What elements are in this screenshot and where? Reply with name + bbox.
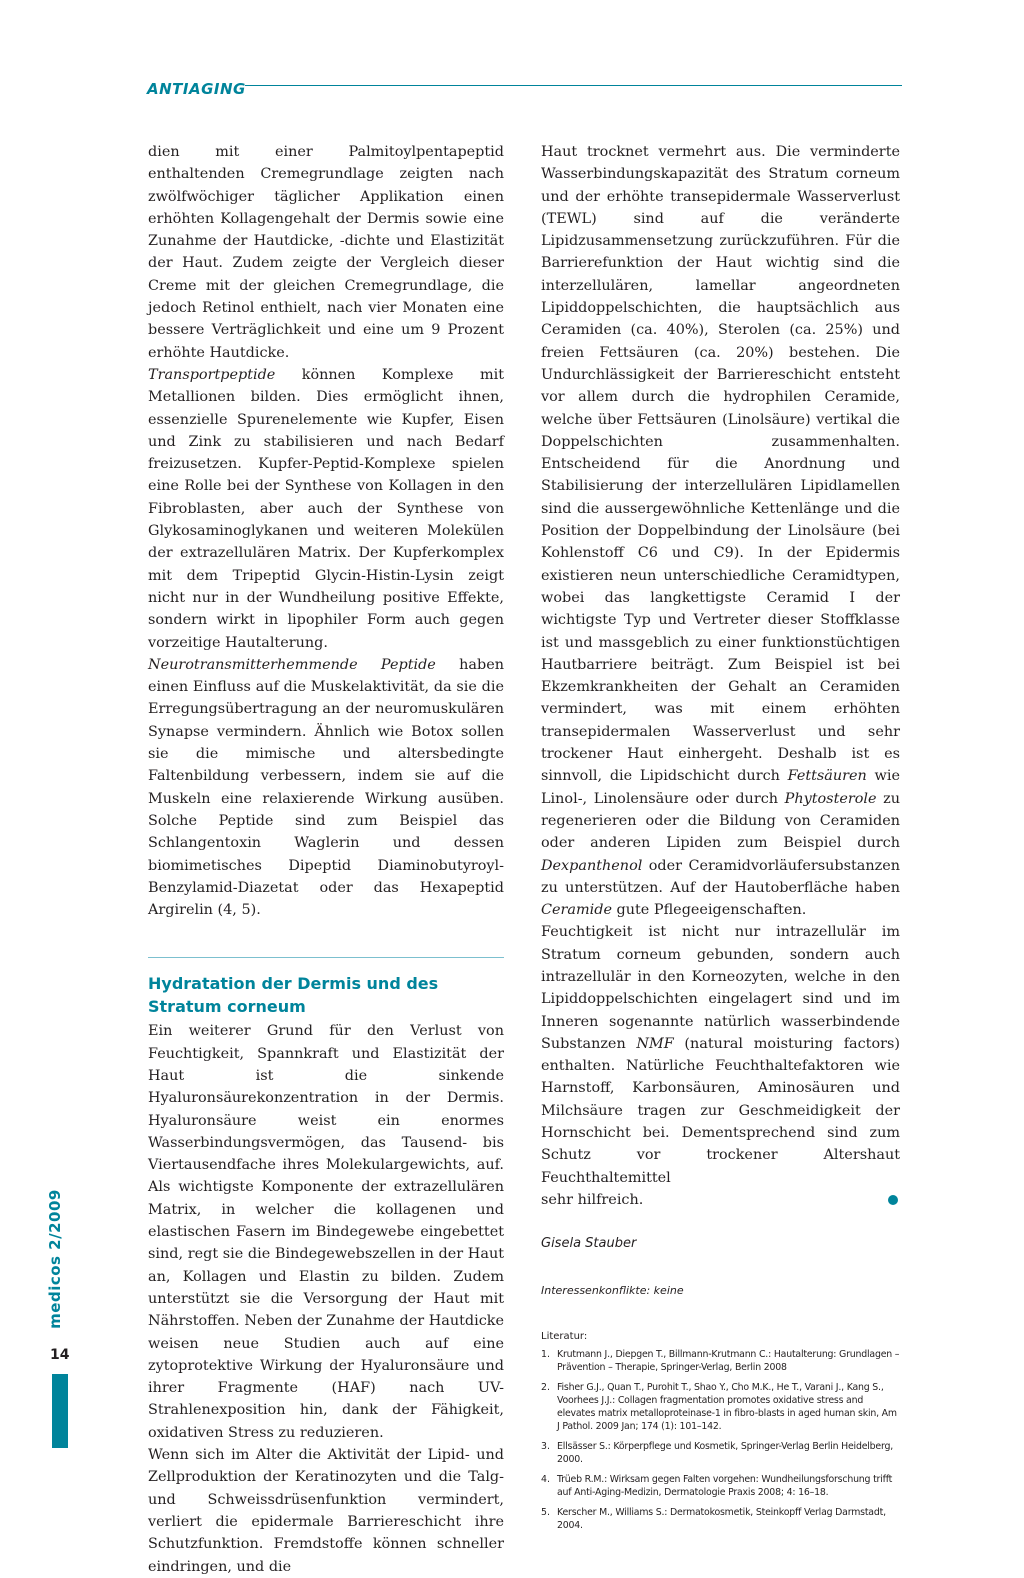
conflict-statement: Interessenkonflikte: keine: [541, 1283, 684, 1297]
bullet-dot-icon: [888, 1195, 898, 1205]
left-paragraph-3: Neurotransmitterhemmende Peptide haben einen Einfluss auf die Muskelaktivität, da sie die Erregungsübertragung an der neuromuskulären Synapse vermindern. Ähnlich wie Botox sollen sie die mimische und altersbedingte Faltenbildung verbessern, indem sie auf die Muskeln eine relaxierende Wirkung ausüben. Solche Peptide sind zum Beispiel das Schlangentoxin Waglerin und dessen biomimetisches Dipeptid Diaminobutyroyl-Benzylamid-Diazetat oder das Hexapeptid Argirelin (4, 5).: [148, 656, 504, 919]
reference-item: 5. Kerscher M., Williams S.: Dermatokosmetik, Steinkopff Verlag Darmstadt, 2004.: [541, 1506, 886, 1531]
right-paragraph-2-end: sehr hilfreich.: [541, 1191, 644, 1208]
left-paragraph-5: Wenn sich im Alter die Aktivität der Lipid- und Zellproduktion der Keratinozyten und die Talg- und Schweissdrüsenfunktion vermindert, verliert die epidermale Barriereschicht ihre Schutzfunktion. Fremdstoffe können schneller eindringen, und die: [148, 1447, 504, 1575]
reference-list: [541, 1348, 900, 1532]
right-paragraph-1: Haut trocknet vermehrt aus. Die verminderte Wasserbindungskapazität des Stratum corneum und der erhöhte transepidermale Wasserverlust (TEWL) sind auf die veränderte Lipidzusammensetzung zurückzuführen. Für die Barrierefunktion der Haut wichtig sind die interzellulären, lamellar angeordneten Lipiddoppelschichten, die hauptsächlich aus Ceramiden (ca. 40%), Sterolen (ca. 25%) und freien Fettsäuren (ca. 20%) bestehen. Die Undurchlässigkeit der Barriereschicht entsteht vor allem durch die hydrophilen Ceramide, welche über Fettsäuren (Linolsäure) vertikal die Doppelschichten zusammenhalten. Entscheidend für die Anordnung und Stabilisierung der interzellulären Lipidlamellen sind die aussergewöhnliche Kettenlänge und die Position der Doppelbindung der Linolsäure (bei Kohlenstoff C6 und C9). In der Epidermis existieren neun unterschiedliche Ceramidtypen, wobei das langkettigste Ceramid I der wichtigste Typ und Vertreter dieser Stoffklasse ist und massgeblich zu einer funktionstüchtigen Hautbarriere beiträgt. Zum Beispiel ist bei Ekzemkrankheiten der Gehalt an Ceramiden vermindert, was mit einem erhöhten transepidermalen Wasserverlust und sehr trockener Haut einhergeht. Deshalb ist es sinnvoll, die Lipidschicht durch Fettsäuren wie Linol-, Linolensäure oder durch Phytosterole zu regenerieren oder die Bildung von Ceramiden oder anderen Lipiden zum Beispiel durch Dexpanthenol oder Ceramidvorläufersubstanzen zu unterstützen. Auf der Hautoberfläche haben Ceramide gute Pflegeeigenschaften.: [541, 144, 900, 919]
journal-name: medicos 2/2009: [46, 1189, 64, 1329]
author-name: Gisela Stauber: [541, 1236, 637, 1252]
term-transportpeptide: Transportpeptide: [148, 366, 276, 383]
left-paragraph-2: Transportpeptide können Komplexe mit Metallionen bilden. Dies ermöglicht ihnen, essenzielle Spurenelemente wie Kupfer, Eisen und Zink zu stabilisieren und nach Bedarf freizusetzen. Kupfer-Peptid-Komplexe spielen eine Rolle bei der Synthese von Kollagen in den Fibroblasten, aber auch der Synthese von Glykosaminoglykanen und weiteren Molekülen der extrazellulären Matrix. Der Kupferkomplex mit dem Tripeptid Glycin-Histin-Lysin zeigt nicht nur in der Wundheilung positive Effekte, sondern wirkt in lipophiler Form auch gegen vorzeitige Hautalterung.: [148, 366, 504, 651]
term-dexpanthenol: Dexpanthenol: [541, 857, 643, 874]
term-neurotransmitter: Neurotransmitterhemmende Peptide: [148, 656, 436, 673]
reference-item: 3. Ellsässer S.: Körperpflege und Kosmetik, Springer-Verlag Berlin Heidelberg, 2000.: [541, 1440, 894, 1465]
left-paragraph-4: Ein weiterer Grund für den Verlust von Feuchtigkeit, Spannkraft und Elastizität der Haut ist die sinkende Hyaluronsäurekonzentration in der Dermis. Hyaluronsäure weist ein enormes Wasserbindungsvermögen, das Tausend- bis Viertausendfache ihres Molekulargewichts, auf. Als wichtigste Komponente der extrazellulären Matrix, in welcher die kollagenen und elastischen Fasern im Bindegewebe eingebettet sind, regt sie die Bindegewebszellen in der Haut an, Kollagen und Elastin zu bilden. Zudem unterstützt sie die Versorgung der Haut mit Nährstoffen. Neben der Zunahme der Hautdicke weisen neue Studien auch auf eine zytoprotektive Wirkung der Hyaluronsäure und ihrer Fragmente (HAF) nach UV-Strahlenexposition hin, dank der Fähigkeit, oxidativen Stress zu reduzieren.: [148, 1023, 504, 1441]
reference-item: 2. Fisher G.J., Quan T., Purohit T., Shao Y., Cho M.K., He T., Varani J., Kang S., Voorhees J.J.: Collagen fragmentation promotes oxidative stress and elevates matrix metalloproteinase-1 in fibro-blasts in aged human skin, Am J Pathol. 2009 Jan; 174 (1): 101–142.: [541, 1381, 897, 1432]
term-phytosterole: Phytosterole: [784, 790, 877, 807]
section-heading: Hydratation der Dermis und des Stratum corneum: [148, 974, 439, 1017]
left-column: [148, 141, 504, 1578]
journal-label: [44, 1189, 66, 1329]
right-column: [541, 141, 900, 1539]
header-rule: [245, 85, 902, 86]
article-end-line: [541, 1189, 900, 1211]
term-nmf: NMF: [636, 1035, 674, 1052]
reference-item: 1. Krutmann J., Diepgen T., Billmann-Krutmann C.: Hautalterung: Grundlagen – Prävention – Therapie, Springer-Verlag, Berlin 2008: [541, 1348, 900, 1373]
term-fettsaeuren: Fettsäuren: [787, 768, 867, 785]
section-label: ANTIAGING: [147, 80, 246, 98]
right-paragraph-2: Feuchtigkeit ist nicht nur intrazellulär im Stratum corneum gebunden, sondern auch intrazellulär in den Korneozyten, welche in den Lipiddoppelschichten eingelagert sind und im Inneren sogenannte natürlich wasserbindende Substanzen NMF (natural moisturing factors) enthalten. Natürliche Feuchthaltefaktoren wie Harnstoff, Karbonsäuren, Aminosäuren und Milchsäure tragen zur Geschmeidigkeit der Hornschicht bei. Dementsprechend sind zum Schutz vor trockener Altershaut Feuchthaltemittel: [541, 924, 900, 1186]
reference-item: 4. Trüeb R.M.: Wirksam gegen Falten vorgehen: Wundheilungsforschung trifft auf Anti-Aging-Medizin, Dermatologie Praxis 2008; 4: 16–18.: [541, 1473, 893, 1498]
page-number: 14: [50, 1347, 70, 1363]
literature-title: Literatur:: [541, 1330, 588, 1342]
page-header: [147, 80, 902, 102]
left-paragraph-1: dien mit einer Palmitoylpentapeptid enthaltenden Cremegrundlage zeigten nach zwölfwöchiger täglicher Applikation einen erhöhten Kollagengehalt der Dermis sowie eine Zunahme der Hautdicke, -dichte und Elastizität der Haut. Zudem zeigte der Vergleich dieser Creme mit der gleichen Cremegrundlage, die jedoch Retinol enthielt, nach vier Monaten eine bessere Verträglichkeit und eine um 9 Prozent erhöhte Hautdicke.: [148, 144, 504, 361]
side-accent-bar: [52, 1374, 68, 1448]
term-ceramide: Ceramide: [541, 902, 612, 919]
section-divider: [148, 957, 504, 958]
